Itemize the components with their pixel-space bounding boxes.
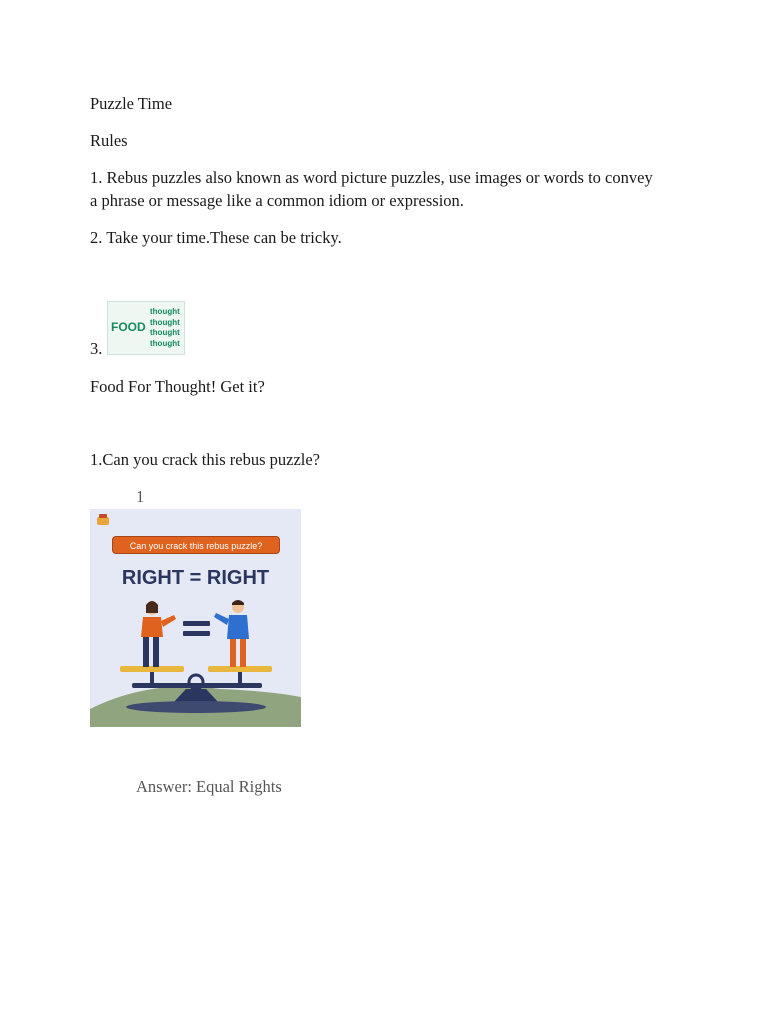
- rules-heading: Rules: [90, 131, 128, 150]
- puzzle-index: 1: [136, 487, 145, 506]
- equals-bar: [183, 621, 210, 626]
- page-title: Puzzle Time: [90, 94, 173, 113]
- puzzle-question: 1.Can you crack this rebus puzzle?: [90, 450, 321, 469]
- rule-2: 2. Take your time.These can be tricky.: [90, 228, 342, 247]
- food-word: FOOD: [111, 320, 146, 334]
- example-number: 3.: [90, 339, 103, 358]
- logo-icon: [97, 514, 109, 525]
- thought-word: thought: [150, 307, 180, 316]
- food-for-thought-image: [107, 301, 185, 355]
- example-caption: Food For Thought! Get it?: [90, 377, 265, 396]
- equals-bar: [183, 631, 210, 636]
- rebus-equation: RIGHT = RIGHT: [121, 567, 270, 589]
- rebus-image: [90, 509, 301, 727]
- man-figure: [214, 600, 249, 667]
- woman-figure: [141, 601, 176, 667]
- rule-1: 1. Rebus puzzles also known as word picture puzzles, use images or words to convey a phrase or message like a common idiom or expression.: [90, 168, 653, 210]
- thought-word: thought: [150, 317, 180, 327]
- thought-word: thought: [150, 338, 180, 348]
- rebus-banner: Can you crack this rebus puzzle?: [112, 536, 280, 554]
- thought-stack: [150, 307, 180, 349]
- balance-scale: [120, 666, 272, 713]
- thought-word: thought: [150, 328, 180, 337]
- puzzle-answer: Answer: Equal Rights: [136, 777, 282, 796]
